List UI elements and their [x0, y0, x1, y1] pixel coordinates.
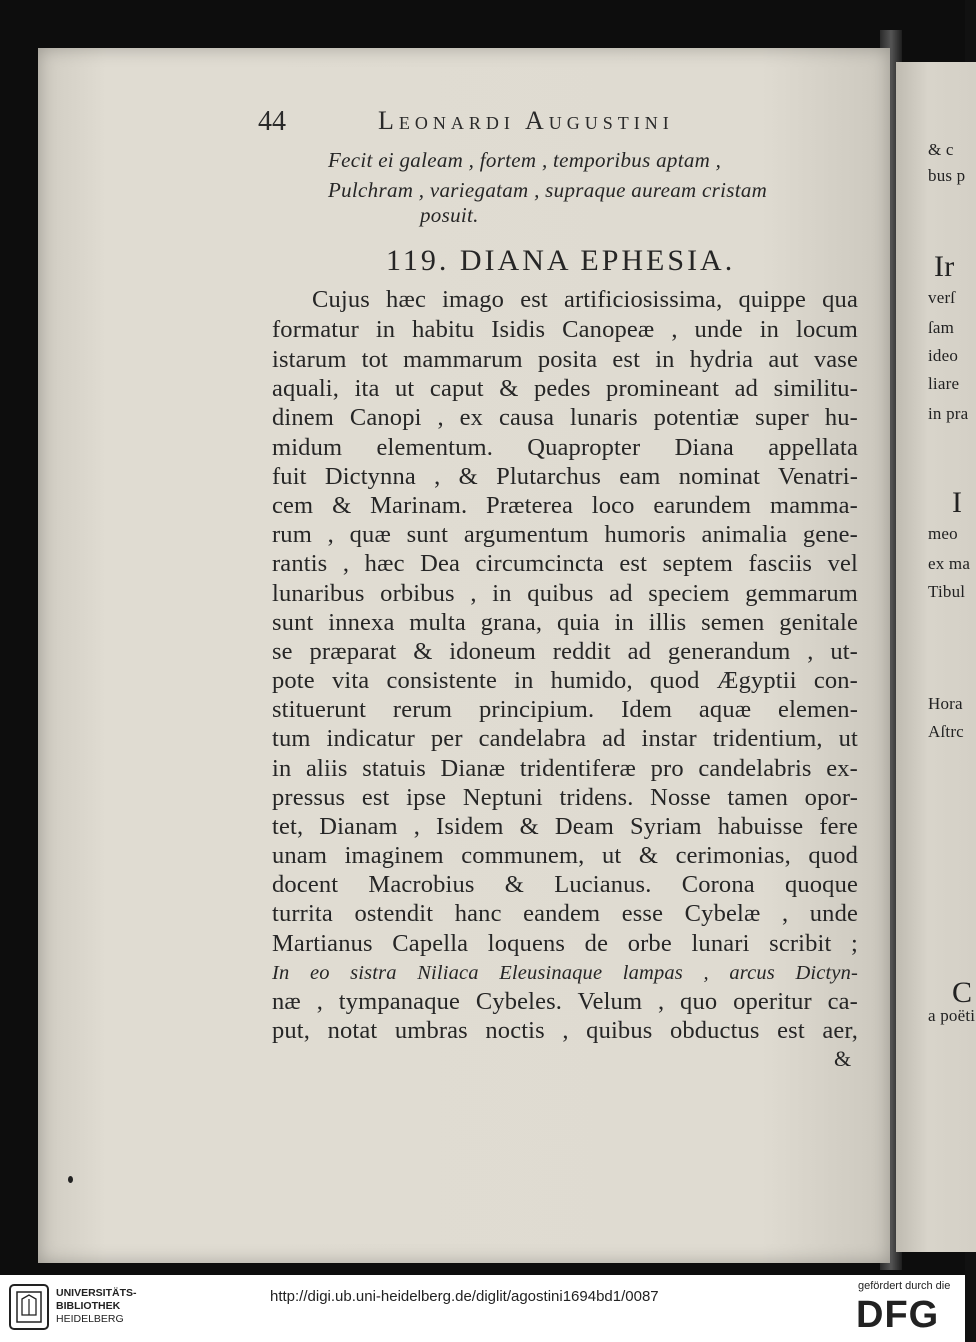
body-line: dinem Canopi , ex causa lunaris potentiæ super hu- [272, 404, 858, 431]
facing-page-fragment: ex ma [928, 554, 971, 573]
facing-page-fragment: verſ [928, 288, 956, 307]
body-line: fuit Dictynna , & Plutarchus eam nominat Venatri- [272, 463, 858, 490]
facing-page-fragment: liare [928, 374, 960, 393]
facing-page-fragment: bus p [928, 166, 966, 185]
facing-page-fragment: Aſtrc [928, 722, 964, 741]
verse-line: Pulchram , variegatam , supraque auream cristam [328, 178, 768, 202]
facing-page-fragment: meo [928, 524, 958, 543]
facing-page-fragment: I [952, 486, 963, 519]
running-head: Leonardi Augustini [378, 106, 674, 135]
facing-page-fragment: ideo [928, 346, 959, 365]
verse-line: Fecit ei galeam , fortem , temporibus aptam , [328, 148, 722, 172]
body-line: cem & Marinam. Præterea loco earundem mamma- [272, 492, 858, 519]
institution-line: HEIDELBERG [56, 1313, 124, 1325]
institution-line: BIBLIOTHEK [56, 1300, 121, 1312]
body-line: Cujus hæc imago est artificiosissima, quippe qua [312, 286, 858, 313]
body-line: istarum tot mammarum posita est in hydria aut vase [272, 346, 858, 373]
facing-page-fragment: Tibul [928, 582, 966, 601]
body-line: midum elementum. Quapropter Diana appellata [272, 434, 858, 461]
body-line: stituerunt rerum principium. Idem aquæ elemen- [272, 696, 858, 723]
funded-by-label: gefördert durch die [858, 1280, 951, 1292]
body-line: turrita ostendit hanc eandem esse Cybelæ , unde [272, 900, 858, 927]
body-line: rantis , hæc Dea circumcincta est septem fasciis vel [272, 550, 858, 577]
body-line: docent Macrobius & Lucianus. Corona quoque [272, 871, 858, 898]
facing-page-fragment: C [952, 976, 973, 1009]
body-line: rum , quæ sunt argumentum humoris animalia gene- [272, 521, 858, 548]
verse-line: posuit. [420, 203, 479, 227]
body-line: formatur in habitu Isidis Canopeæ , unde in locum [272, 316, 858, 343]
viewer-footer [0, 1275, 965, 1342]
facing-page-fragment: Ir [934, 250, 955, 283]
source-url[interactable]: http://digi.ub.uni-heidelberg.de/diglit/agostini1694bd1/0087 [270, 1288, 659, 1305]
institution-name [56, 1287, 137, 1326]
body-line: sunt innexa multa grana, quia in illis semen genitale [272, 609, 858, 636]
facing-page-fragment: a poëti [928, 1006, 976, 1025]
facing-page-fragment: in pra [928, 404, 969, 423]
facing-page-fragment: Hora [928, 694, 963, 713]
page-number: 44 [258, 106, 286, 137]
dfg-logo: DFG [856, 1294, 940, 1336]
facing-page-edge [896, 62, 976, 1252]
facing-page-fragment: & c [928, 140, 954, 159]
institution-line: UNIVERSITÄTS- [56, 1287, 137, 1299]
catchword: & [834, 1046, 852, 1071]
body-line: aquali, ita ut caput & pedes promineant ad similitu- [272, 375, 858, 402]
body-line: lunaribus orbibus , in quibus ad speciem gemmarum [272, 580, 858, 607]
body-line: pressus est ipse Neptuni tridens. Nosse tamen opor- [272, 784, 858, 811]
body-line: pote vita consistente in humido, quod Ægyptii con- [272, 667, 858, 694]
body-line: næ , tympanaque Cybeles. Velum , quo operitur ca- [272, 988, 858, 1015]
body-line: In eo sistra Niliaca Eleusinaque lampas , arcus Dictyn- [272, 962, 858, 984]
facing-page-fragment: ſam [928, 318, 955, 337]
body-line: unam imaginem communem, ut & cerimonias, quod [272, 842, 858, 869]
body-line: se præparat & idoneum reddit ad generandum , ut- [272, 638, 858, 665]
section-title: 119. DIANA EPHESIA. [386, 244, 736, 277]
body-line: in aliis statuis Dianæ tridentiferæ pro candelabris ex- [272, 755, 858, 782]
body-line: Martianus Capella loquens de orbe lunari scribit ; [272, 930, 858, 957]
university-seal-icon [8, 1283, 50, 1331]
body-line: put, notat umbras noctis , quibus obductus est aer, [272, 1017, 858, 1044]
ink-speck [68, 1176, 73, 1183]
body-line: tet, Dianam , Isidem & Deam Syriam habuisse fere [272, 813, 858, 840]
body-line: tum indicatur per candelabra ad instar tridentium, ut [272, 725, 858, 752]
